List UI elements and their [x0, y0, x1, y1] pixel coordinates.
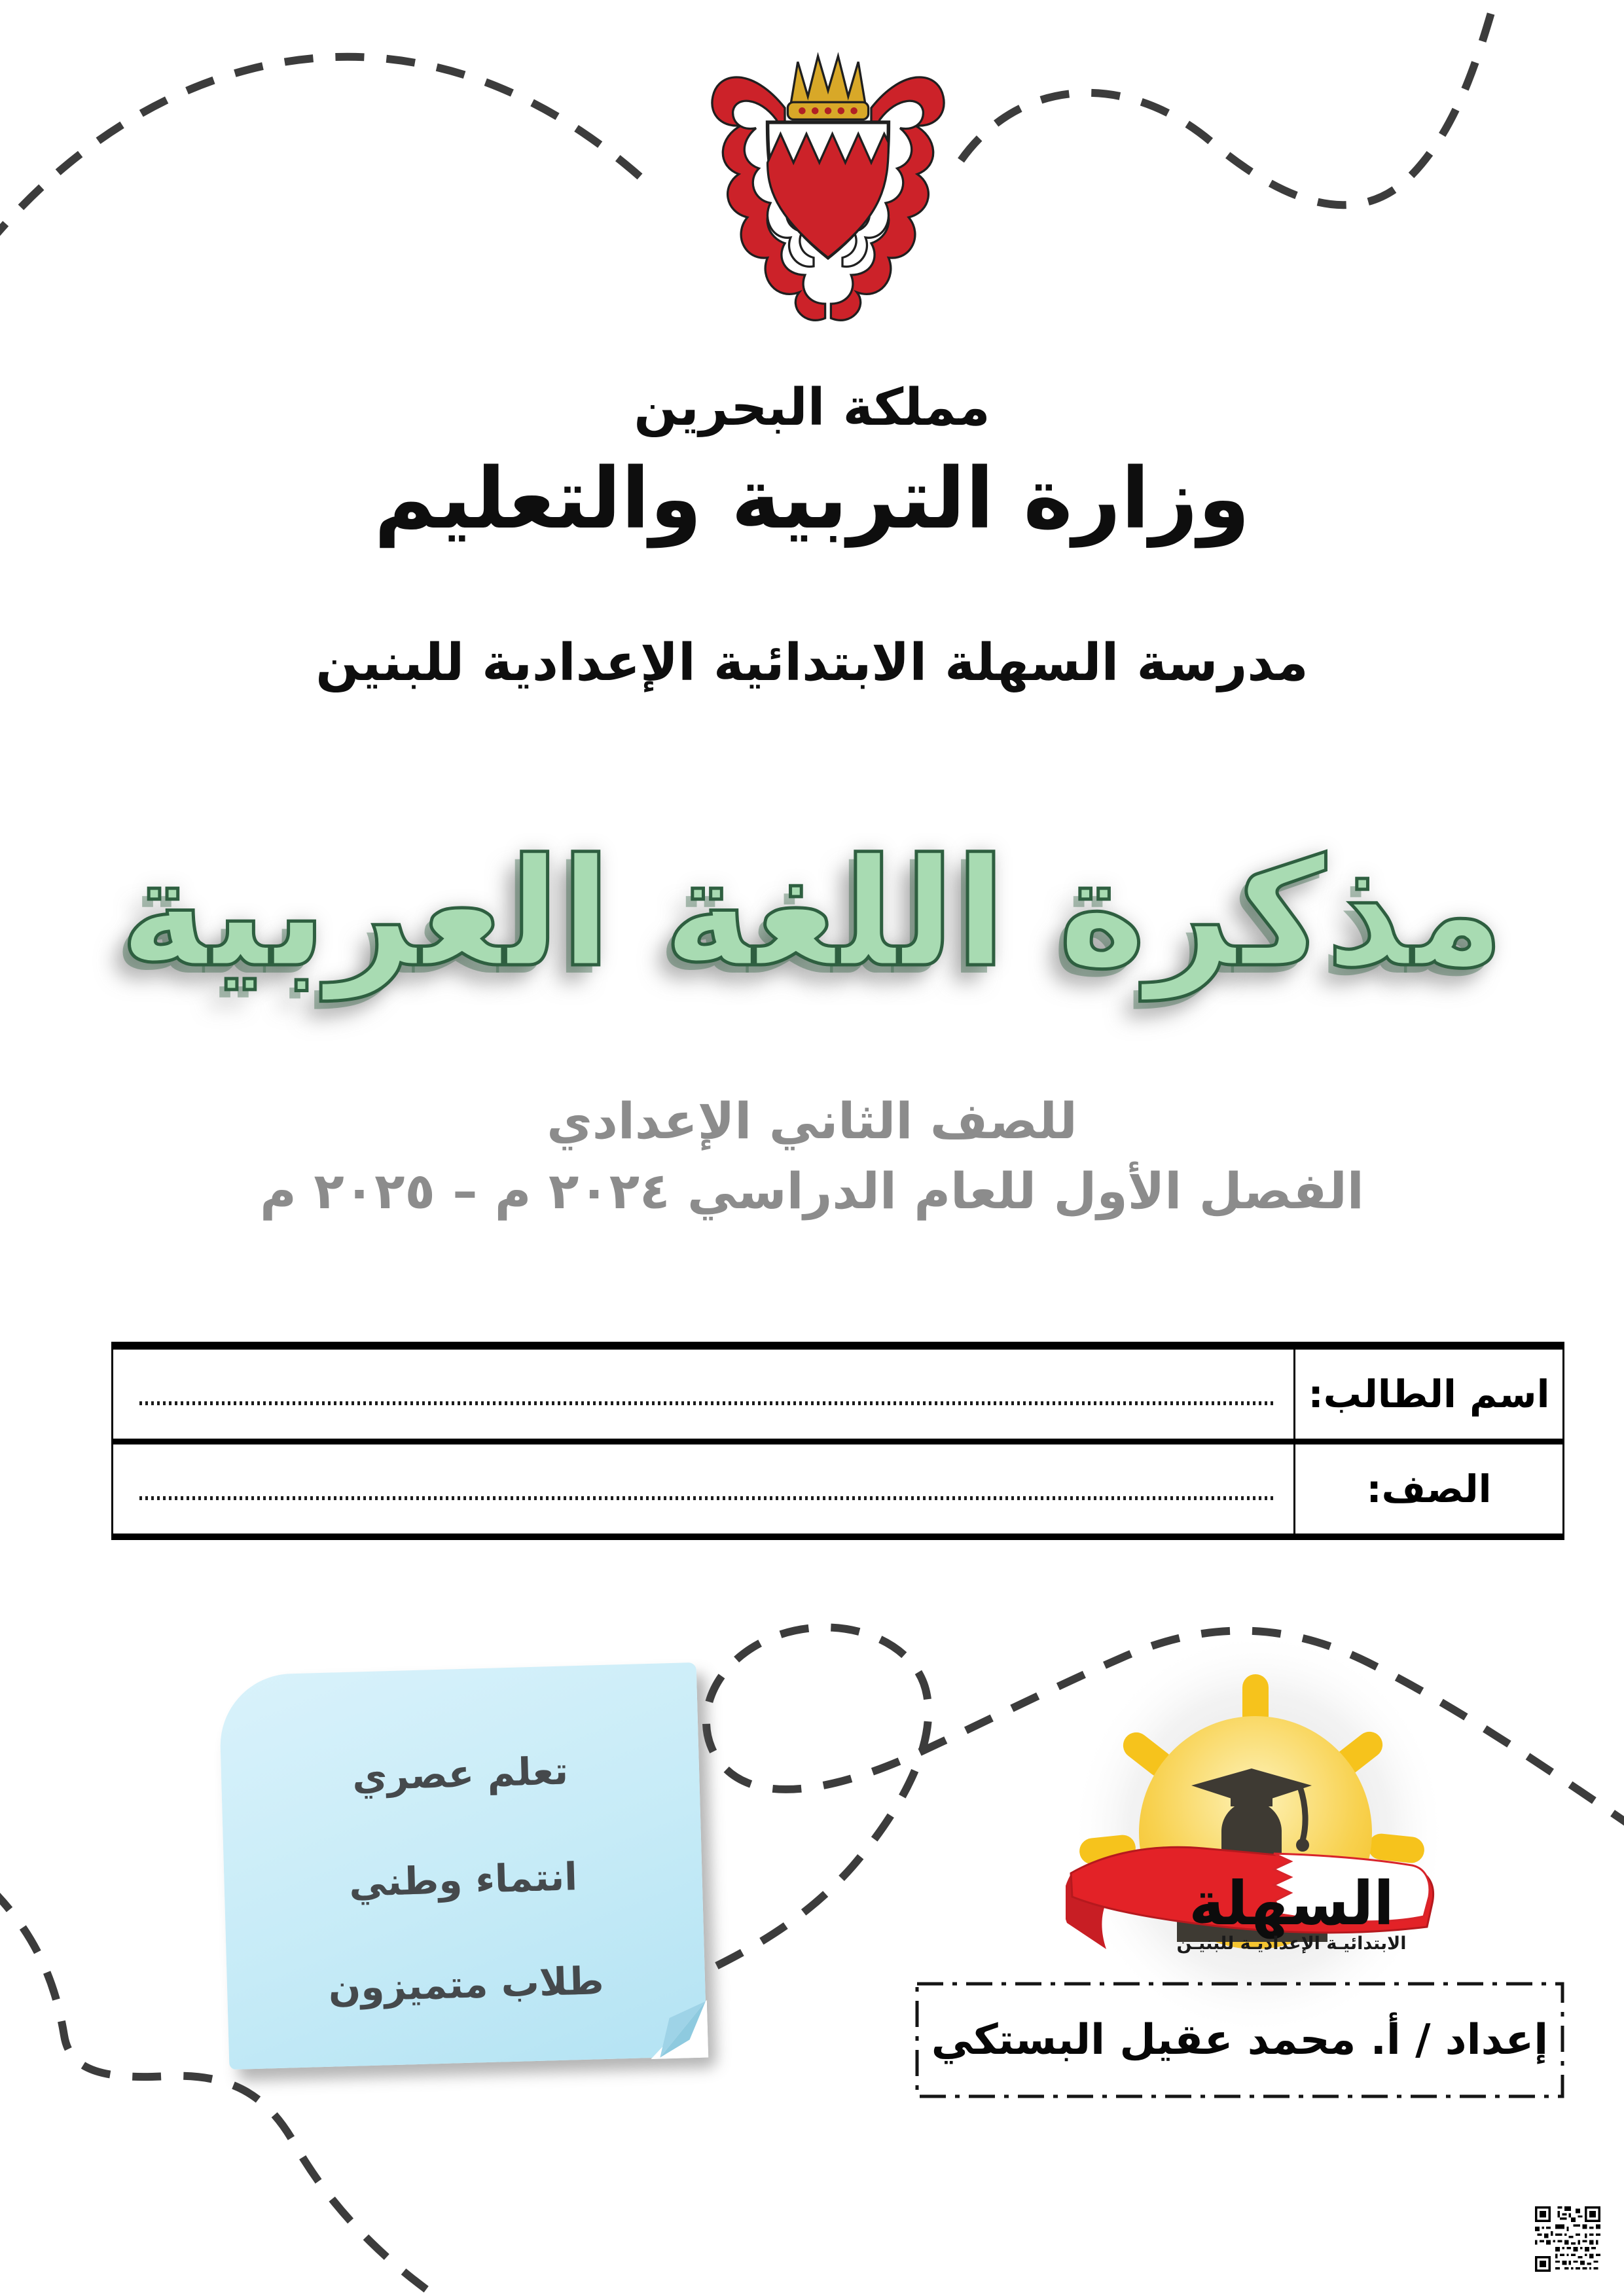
qr-code[interactable] [1535, 2204, 1600, 2274]
student-name-label: اسم الطالب: [1293, 1350, 1562, 1439]
sticky-note-line: طلاب متميزون [327, 1958, 605, 2011]
dashed-curve-top-left [0, 57, 655, 245]
sun-graduate-logo [1066, 1611, 1448, 2030]
student-name-dotted-line [139, 1401, 1275, 1405]
class-label: الصف: [1293, 1444, 1562, 1534]
booklet-title: مذكرة اللغة العربية [119, 826, 1505, 1000]
sticky-note [219, 1662, 708, 2070]
sticky-note-line: انتماء وطني [348, 1854, 578, 1905]
kingdom-name-text: مملكة البحرين [634, 378, 990, 437]
prepared-by-text: إعداد / أ. محمد عقيل البستكي [931, 2016, 1549, 2064]
student-info-table [111, 1342, 1564, 1540]
folded-corner-icon [649, 2000, 708, 2059]
class-field[interactable] [113, 1444, 1293, 1534]
class-dotted-line [139, 1496, 1275, 1500]
logo-name-text: السهلة [1189, 1869, 1394, 1939]
term-year-subtitle: الفصل الأول للعام الدراسي ٢٠٢٤ م – ٢٠٢٥ م [260, 1162, 1364, 1220]
table-row-class [113, 1444, 1562, 1534]
school-name-text: مدرسة السهلة الابتدائية الإعدادية للبنين [316, 634, 1308, 692]
bahrain-coat-of-arms-icon [684, 39, 972, 344]
grade-subtitle: للصف الثاني الإعدادي [547, 1092, 1077, 1150]
ministry-name-text: وزارة التربية والتعليم [374, 450, 1250, 548]
table-row-student-name [113, 1350, 1562, 1444]
logo-subtitle-text: الابتدائيـة الإعداديـة للبنيـن [1176, 1933, 1407, 1954]
dashed-curve-top-right [961, 0, 1498, 205]
prepared-by-box [915, 1982, 1564, 2098]
student-name-field[interactable] [113, 1350, 1293, 1439]
sticky-note-line: تعلم عصري [352, 1748, 569, 1799]
